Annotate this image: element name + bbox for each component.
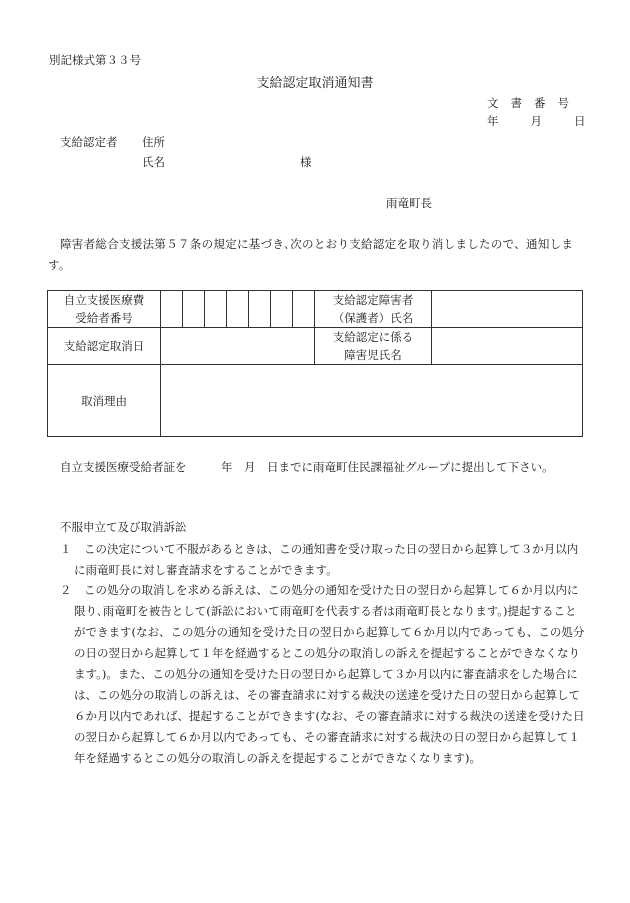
appeal-item-number: １ xyxy=(60,542,72,556)
digit-box[interactable] xyxy=(205,291,227,327)
recipient-label: 支給認定者 xyxy=(60,135,118,149)
appeal-item-text: この処分の取消しを求める訴えは、この処分の通知を受けた日の翌日から起算して６か月以内に限り､雨竜町を被告として(訴訟において雨竜町を代表する者は雨竜町長となります。)提起することができます(なお、この処分の通知を受けた日の翌日から起算して６か月以内であっても、この処分の日の翌日から起算して１年を経過するとこの処分の取消しの訴えを提起することができなくなります。)。また、この処分の通知を受けた日の翌日から起算して３か月以内に審査請求をした場合には、この処分の取消しの訴えは、その審査請求に対する裁決の送達を受けた日の翌日から起算して６か月以内であれば、提起することができます(なお、その審査請求に対する裁決の送達を受けた日の翌日から起算して６か月以内であっても、その審査請求に対する裁決の日の翌日から起算して１年を経過するとこの処分の取消しの訴えを提起することができなくなります)。 xyxy=(74,583,585,765)
recipient-number-label: 自立支援医療費 受給者番号 xyxy=(48,291,161,328)
date-line xyxy=(487,113,586,129)
address-label: 住所 xyxy=(142,135,165,149)
date-month: 月 xyxy=(530,114,542,128)
name-label: 氏名 xyxy=(142,155,165,169)
document-number-label: 文書番号 xyxy=(487,96,581,110)
appeal-item-text: この決定について不服があるときは、この通知書を受け取った日の翌日から起算して３か月以内に雨竜町長に対し審査請求をすることができます。 xyxy=(74,542,579,577)
document-title: 支給認定取消通知書 xyxy=(256,76,374,91)
digit-box[interactable] xyxy=(293,291,314,327)
cancel-date-label: 支給認定取消日 xyxy=(48,328,161,365)
appeal-heading: 不服申立て及び取消訴訟 xyxy=(60,520,187,534)
child-name-field[interactable] xyxy=(432,328,583,365)
digit-box[interactable] xyxy=(161,291,183,327)
appeal-item xyxy=(60,580,585,769)
date-day: 日 xyxy=(574,114,586,128)
issuer: 雨竜町長 xyxy=(386,196,432,210)
digit-box[interactable] xyxy=(183,291,205,327)
honorific: 様 xyxy=(300,155,312,169)
child-name-label: 支給認定に係る 障害児氏名 xyxy=(315,328,432,365)
appeal-item-number: ２ xyxy=(60,583,72,597)
form-number: 別記様式第３３号 xyxy=(49,53,141,67)
digit-box[interactable] xyxy=(249,291,271,327)
guardian-name-field[interactable] xyxy=(432,291,583,328)
date-year: 年 xyxy=(487,114,499,128)
digit-box[interactable] xyxy=(227,291,249,327)
cancel-reason-field[interactable] xyxy=(161,365,583,437)
cancel-date-field[interactable] xyxy=(161,328,315,365)
appeal-item xyxy=(60,539,585,581)
recipient-number-boxes[interactable] xyxy=(161,291,315,328)
cancel-reason-label: 取消理由 xyxy=(48,365,161,437)
guardian-name-label: 支給認定障害者 （保護者）氏名 xyxy=(315,291,432,328)
info-table xyxy=(47,290,583,437)
digit-box[interactable] xyxy=(271,291,293,327)
digit-boxes xyxy=(161,291,314,327)
intro-paragraph: 障害者総合支援法第５７条の規定に基づき､次のとおり支給認定を取り消しましたので、通知します。 xyxy=(48,237,574,272)
submit-notice: 自立支援医療受給者証を 年 月 日までに雨竜町住民課福祉グループに提出して下さい。 xyxy=(60,460,554,474)
